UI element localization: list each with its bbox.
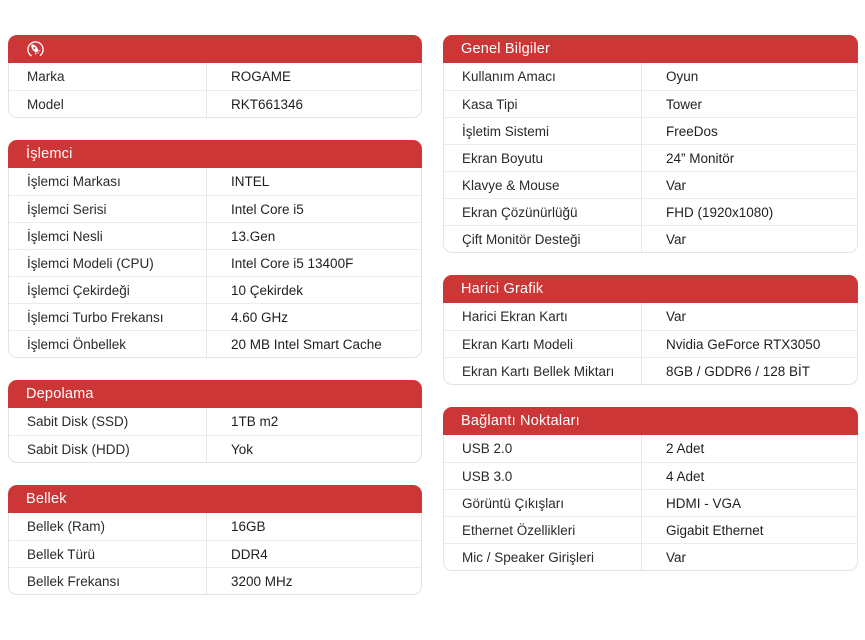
table-row <box>444 516 857 543</box>
spec-label: Bellek (Ram) <box>9 513 207 540</box>
spec-value: 16GB <box>231 519 266 534</box>
table-row <box>9 513 421 540</box>
spec-value: 20 MB Intel Smart Cache <box>231 336 382 352</box>
spec-label: İşlemci Markası <box>9 168 207 195</box>
spec-label: İşlemci Çekirdeği <box>9 277 207 303</box>
table-row <box>9 540 421 567</box>
spec-label: Ekran Boyutu <box>444 145 642 171</box>
spec-value: Oyun <box>666 69 699 84</box>
spec-label: İşlemci Önbellek <box>9 331 207 357</box>
table-row <box>444 489 857 516</box>
section-title: Bağlantı Noktaları <box>461 413 580 430</box>
spec-label: Model <box>9 91 207 117</box>
memory-table <box>8 485 422 595</box>
spec-value: 24” Monitör <box>666 150 735 166</box>
table-row <box>9 276 421 303</box>
brand-table <box>8 35 422 118</box>
spec-value: 1TB m2 <box>231 414 279 429</box>
table-row <box>9 168 421 195</box>
spec-label: İşlemci Modeli (CPU) <box>9 250 207 276</box>
spec-value: 13.Gen <box>231 228 276 244</box>
general-info-table-header <box>443 35 858 63</box>
spec-value: Tower <box>666 96 703 112</box>
table-row <box>9 63 421 90</box>
spec-label: Sabit Disk (HDD) <box>9 436 207 462</box>
storage-table-header <box>8 380 422 408</box>
table-row <box>444 357 857 384</box>
left-column <box>8 35 422 617</box>
section-title: İşlemci <box>26 146 73 163</box>
spec-value: HDMI - VGA <box>666 495 742 511</box>
spec-label: Klavye & Mouse <box>444 172 642 198</box>
storage-table-body <box>8 408 422 463</box>
spec-value: Var <box>666 177 687 193</box>
rocket-logo-icon <box>26 40 45 59</box>
spec-label: Ekran Kartı Modeli <box>444 331 642 357</box>
spec-value: 2 Adet <box>666 441 705 456</box>
table-row <box>9 222 421 249</box>
spec-value: Var <box>666 549 687 565</box>
spec-label: USB 2.0 <box>444 435 642 462</box>
spec-label: İşletim Sistemi <box>444 118 642 144</box>
table-row <box>9 330 421 357</box>
table-row <box>444 63 857 90</box>
table-row <box>444 90 857 117</box>
spec-label: Ekran Kartı Bellek Miktarı <box>444 358 642 384</box>
spec-label: Bellek Frekansı <box>9 568 207 594</box>
spec-label: Marka <box>9 63 207 90</box>
processor-table <box>8 140 422 358</box>
table-row <box>444 462 857 489</box>
spec-value: FHD (1920x1080) <box>666 204 774 220</box>
processor-table-body <box>8 168 422 358</box>
general-info-table <box>443 35 858 253</box>
spec-value: 4 Adet <box>666 468 705 484</box>
spec-label: Görüntü Çıkışları <box>444 490 642 516</box>
spec-value: DDR4 <box>231 546 268 562</box>
spec-label: Kullanım Amacı <box>444 63 642 90</box>
ports-table-body <box>443 435 858 571</box>
table-row <box>444 543 857 570</box>
ports-table-header <box>443 407 858 435</box>
spec-value: 10 Çekirdek <box>231 282 304 298</box>
gpu-table-body <box>443 303 858 385</box>
spec-value: Intel Core i5 <box>231 201 304 217</box>
section-title: Bellek <box>26 491 67 508</box>
spec-value: Gigabit Ethernet <box>666 522 764 538</box>
gpu-table-header <box>443 275 858 303</box>
ports-table <box>443 407 858 571</box>
spec-value: FreeDos <box>666 123 718 139</box>
spec-label: İşlemci Serisi <box>9 196 207 222</box>
table-row <box>444 303 857 330</box>
spec-value: Intel Core i5 13400F <box>231 255 354 271</box>
memory-table-body <box>8 513 422 595</box>
gpu-table <box>443 275 858 385</box>
spec-label: Kasa Tipi <box>444 91 642 117</box>
spec-label: USB 3.0 <box>444 463 642 489</box>
spec-label: Sabit Disk (SSD) <box>9 408 207 435</box>
spec-value: INTEL <box>231 174 270 189</box>
table-row <box>9 249 421 276</box>
spec-value: Var <box>666 309 687 324</box>
brand-table-body <box>8 63 422 118</box>
spec-value: Yok <box>231 441 254 457</box>
spec-value: Var <box>666 231 687 247</box>
spec-value: 4.60 GHz <box>231 309 289 325</box>
spec-value: ROGAME <box>231 69 292 84</box>
spec-value: RKT661346 <box>231 96 304 112</box>
table-row <box>9 408 421 435</box>
table-row <box>444 225 857 252</box>
spec-label: İşlemci Nesli <box>9 223 207 249</box>
spec-value: Nvidia GeForce RTX3050 <box>666 336 821 352</box>
right-column <box>443 35 858 617</box>
spec-label: Ethernet Özellikleri <box>444 517 642 543</box>
table-row <box>9 303 421 330</box>
table-row <box>9 90 421 117</box>
section-title: Depolama <box>26 386 94 403</box>
table-row <box>444 198 857 225</box>
processor-table-header <box>8 140 422 168</box>
table-row <box>444 171 857 198</box>
table-row <box>9 435 421 462</box>
section-title: Harici Grafik <box>461 281 544 298</box>
table-row <box>9 567 421 594</box>
memory-table-header <box>8 485 422 513</box>
spec-value: 8GB / GDDR6 / 128 BİT <box>666 363 811 379</box>
section-title: Genel Bilgiler <box>461 41 551 58</box>
storage-table <box>8 380 422 463</box>
table-row <box>444 144 857 171</box>
spec-label: Çift Monitör Desteği <box>444 226 642 252</box>
brand-table-header <box>8 35 422 63</box>
table-row <box>444 435 857 462</box>
spec-label: Mic / Speaker Girişleri <box>444 544 642 570</box>
spec-label: Harici Ekran Kartı <box>444 303 642 330</box>
spec-value: 3200 MHz <box>231 573 293 589</box>
table-row <box>9 195 421 222</box>
spec-label: Ekran Çözünürlüğü <box>444 199 642 225</box>
general-info-table-body <box>443 63 858 253</box>
spec-label: Bellek Türü <box>9 541 207 567</box>
table-row <box>444 117 857 144</box>
table-row <box>444 330 857 357</box>
spec-label: İşlemci Turbo Frekansı <box>9 304 207 330</box>
